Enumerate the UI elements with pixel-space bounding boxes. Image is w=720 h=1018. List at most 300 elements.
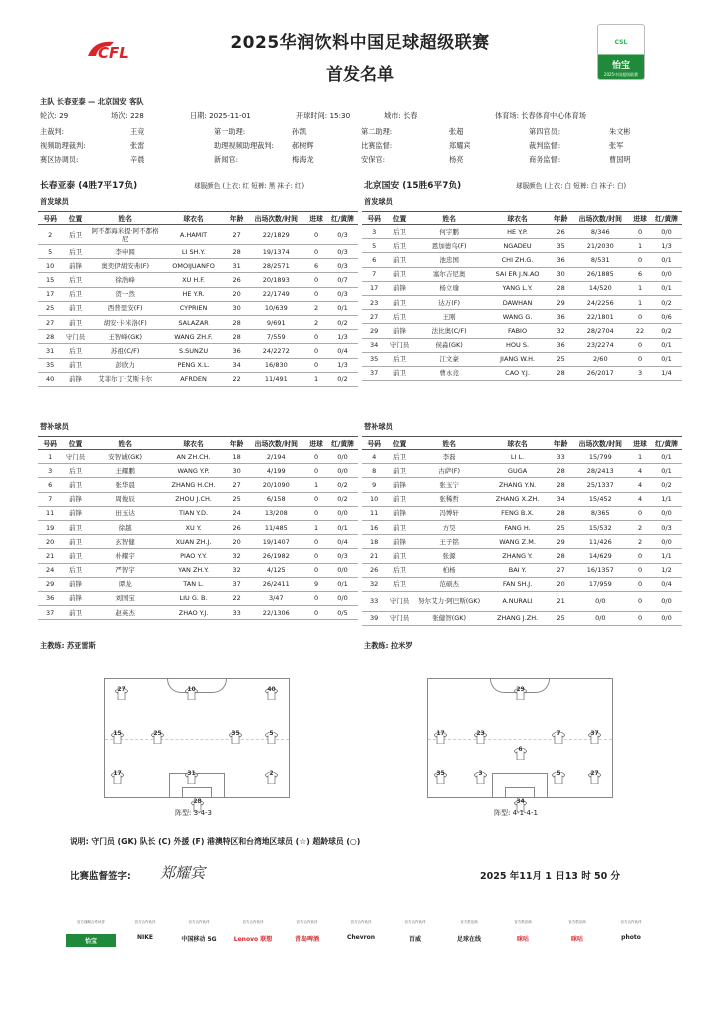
- shirt-number: 2: [269, 770, 274, 777]
- goals: 0: [305, 450, 327, 464]
- sponsor-caption: 官方合作伙伴: [350, 920, 372, 924]
- goals: 1: [629, 450, 651, 464]
- player-age: 30: [550, 267, 572, 281]
- player-name: 何宇鹏: [413, 225, 486, 239]
- sponsor-logo: [120, 920, 170, 966]
- player-number: 37: [362, 366, 386, 380]
- official-name: 杨亮: [449, 155, 464, 164]
- sponsor-logo: [552, 920, 602, 966]
- goals: 0: [305, 492, 327, 506]
- column-header: 年龄: [550, 437, 572, 450]
- appearances: 20/1090: [248, 478, 305, 492]
- appearances: 4/199: [248, 464, 305, 478]
- player-age: 28: [550, 506, 572, 520]
- column-header: 球衣名: [486, 437, 550, 450]
- sponsor-name: 怡宝: [66, 934, 116, 947]
- cards: 0/1: [327, 301, 358, 315]
- player-position: 前锋: [386, 478, 412, 492]
- home-coach-name: 苏亚雷斯: [66, 641, 96, 650]
- appearances: 11/485: [248, 520, 305, 534]
- goals: 0: [305, 464, 327, 478]
- player-age: 32: [226, 549, 248, 563]
- player-number: 17: [38, 287, 62, 301]
- player-name: 古萨(F): [413, 464, 486, 478]
- player-row: [38, 492, 358, 506]
- goals: 2: [629, 535, 651, 549]
- official-name: 梅海龙: [292, 155, 314, 164]
- player-number: 27: [38, 315, 62, 329]
- sponsor-logo: [390, 920, 440, 966]
- cards: 0/4: [327, 535, 358, 549]
- goals: 0: [629, 225, 651, 239]
- shirt-name: NGADEU: [486, 239, 550, 253]
- goals: 0: [305, 245, 327, 259]
- sponsor-logo: [282, 920, 332, 966]
- shirt-number: 3: [478, 770, 483, 777]
- column-header: 位置: [386, 437, 412, 450]
- player-row: [362, 338, 682, 352]
- appearances: 16/830: [248, 358, 305, 372]
- player-age: 28: [550, 281, 572, 295]
- cards: 0/0: [651, 611, 682, 625]
- official-role: 助理视频助理裁判:: [214, 141, 274, 150]
- player-position: 前卫: [62, 478, 88, 492]
- goals: 4: [629, 464, 651, 478]
- player-position: 守门员: [62, 330, 88, 344]
- official-role: 赛区协调员:: [40, 155, 79, 164]
- player-position: 前锋: [62, 591, 88, 605]
- cards: 0/0: [651, 225, 682, 239]
- appearances: 22/1829: [248, 225, 305, 245]
- shirt-number: 6: [518, 746, 523, 753]
- cards: 0/2: [651, 295, 682, 309]
- column-header: 红/黄牌: [327, 437, 358, 450]
- player-row: [38, 591, 358, 605]
- player-position: 后卫: [386, 239, 412, 253]
- player-row: [38, 563, 358, 577]
- player-shirt-icon: [434, 769, 447, 781]
- player-row: [38, 273, 358, 287]
- appearances: 11/491: [248, 372, 305, 386]
- player-age: 31: [226, 259, 248, 273]
- player-name: 达万(F): [413, 295, 486, 309]
- player-shirt-icon: [552, 729, 565, 741]
- csl-logo: [597, 24, 645, 80]
- shirt-number: 34: [516, 798, 525, 805]
- player-position: 前卫: [62, 520, 88, 534]
- shirt-number: 5: [556, 770, 561, 777]
- player-name: 王智峰(GK): [89, 330, 162, 344]
- player-position: 前卫: [386, 464, 412, 478]
- player-row: [362, 506, 682, 520]
- player-age: 25: [550, 352, 572, 366]
- goals: 1: [629, 295, 651, 309]
- player-name: 张健智(GK): [413, 611, 486, 625]
- shirt-name: ZHANG X.ZH.: [486, 492, 550, 506]
- official-name: 张雷: [130, 141, 145, 150]
- player-row: [38, 506, 358, 520]
- sponsor-logo: [66, 920, 116, 966]
- appearances: 28/2571: [248, 259, 305, 273]
- player-row: [362, 281, 682, 295]
- svg-text:CFL: CFL: [98, 44, 129, 62]
- player-position: 前卫: [62, 535, 88, 549]
- player-position: 后卫: [386, 450, 412, 464]
- column-header: 位置: [62, 437, 88, 450]
- player-name: 西普里安(F): [89, 301, 162, 315]
- goals: 0: [629, 591, 651, 611]
- shirt-name: XUAN ZH.J.: [162, 535, 226, 549]
- goals: 0: [305, 344, 327, 358]
- cards: 0/2: [327, 492, 358, 506]
- player-age: 28: [226, 315, 248, 329]
- appearances: 23/2274: [572, 338, 629, 352]
- goals: 0: [305, 273, 327, 287]
- shirt-name: PIAO Y.Y.: [162, 549, 226, 563]
- player-position: 前卫: [62, 301, 88, 315]
- player-number: 5: [38, 245, 62, 259]
- player-name: 努尔艾力·阿巴斯(GK): [413, 591, 486, 611]
- shirt-name: ZHANG Y.N.: [486, 478, 550, 492]
- appearances: 8/531: [572, 253, 629, 267]
- player-name: 柏杨: [413, 563, 486, 577]
- appearances: 2/60: [572, 352, 629, 366]
- player-position: 前卫: [386, 520, 412, 534]
- shirt-name: JIANG W.H.: [486, 352, 550, 366]
- player-shirt-icon: [111, 769, 124, 781]
- player-row: [38, 287, 358, 301]
- appearances: 21/2030: [572, 239, 629, 253]
- home-coach: [40, 641, 96, 651]
- shirt-name: HOU S.: [486, 338, 550, 352]
- goals: 2: [305, 301, 327, 315]
- match-time: 开球时间: 15:30: [296, 111, 351, 120]
- cards: 0/0: [651, 267, 682, 281]
- player-age: 26: [550, 225, 572, 239]
- csl-logo-text: CSL: [614, 39, 628, 46]
- shirt-number: 15: [113, 730, 122, 737]
- player-name: 玄智健: [89, 535, 162, 549]
- player-row: [38, 330, 358, 344]
- cards: 0/1: [327, 577, 358, 591]
- sponsor-logo: [336, 920, 386, 966]
- official-role: 主裁判:: [40, 127, 64, 136]
- player-row: [38, 464, 358, 478]
- player-name: 恩加德乌(F): [413, 239, 486, 253]
- appearances: 22/1749: [248, 287, 305, 301]
- shirt-name: ZHANG Y.: [486, 549, 550, 563]
- goals: 6: [629, 267, 651, 281]
- player-row: [362, 225, 682, 239]
- sponsor-caption: 官方合作伙伴: [242, 920, 264, 924]
- player-position: 后卫: [62, 245, 88, 259]
- player-name: 塞尔吉尼奥: [413, 267, 486, 281]
- player-position: 后卫: [386, 225, 412, 239]
- sponsor-name: 咪咕: [570, 936, 583, 943]
- player-position: 守门员: [386, 591, 412, 611]
- player-number: 21: [38, 549, 62, 563]
- player-number: 29: [38, 577, 62, 591]
- player-age: 36: [550, 338, 572, 352]
- official-name: 朱文彬: [609, 127, 631, 136]
- player-number: 28: [38, 330, 62, 344]
- shirt-name: HE Y.P.: [486, 225, 550, 239]
- column-header: 号码: [38, 212, 62, 225]
- csl-logo-small: 2025中国超级联赛: [603, 72, 639, 77]
- player-age: 34: [226, 358, 248, 372]
- player-row: [362, 549, 682, 563]
- home-starters-table: [38, 211, 358, 387]
- page-title: 2025华润饮料中国足球超级联赛: [230, 33, 490, 53]
- player-position: 后卫: [62, 287, 88, 301]
- player-age: 25: [550, 611, 572, 625]
- player-age: 36: [550, 310, 572, 324]
- player-position: 前卫: [386, 549, 412, 563]
- player-row: [38, 450, 358, 464]
- column-header: 位置: [386, 212, 412, 225]
- appearances: 19/1374: [248, 245, 305, 259]
- goals: 6: [305, 259, 327, 273]
- appearances: 8/365: [572, 506, 629, 520]
- player-row: [38, 549, 358, 563]
- column-header: 号码: [362, 212, 386, 225]
- player-name: 张源: [413, 549, 486, 563]
- player-row: [38, 358, 358, 372]
- goals: 1: [629, 281, 651, 295]
- player-shirt-icon: [588, 769, 601, 781]
- goals: 0: [629, 352, 651, 366]
- sponsor-caption: 官方合作伙伴: [620, 920, 642, 924]
- cards: 0/5: [327, 606, 358, 620]
- shirt-name: ZHANG J.ZH.: [486, 611, 550, 625]
- player-row: [362, 295, 682, 309]
- column-header: 姓名: [413, 212, 486, 225]
- shirt-name: TIAN Y.D.: [162, 506, 226, 520]
- player-age: 34: [550, 492, 572, 506]
- shirt-name: ZHOU J.CH.: [162, 492, 226, 506]
- player-position: 前卫: [62, 315, 88, 329]
- cards: 1/1: [651, 492, 682, 506]
- sponsor-name: Chevron: [346, 934, 375, 941]
- shirt-name: WANG ZH.F.: [162, 330, 226, 344]
- player-position: 后卫: [62, 273, 88, 287]
- away-formation-label: 阵型: 4-1-4-1: [494, 809, 538, 817]
- sponsor-logo: [498, 920, 548, 966]
- appearances: 22/1306: [248, 606, 305, 620]
- player-number: 20: [38, 535, 62, 549]
- player-row: [38, 577, 358, 591]
- shirt-name: FENG B.X.: [486, 506, 550, 520]
- shirt-name: CAO Y.J.: [486, 366, 550, 380]
- sponsor-caption: 官方合作伙伴: [404, 920, 426, 924]
- goals: 0: [305, 549, 327, 563]
- player-age: 28: [226, 330, 248, 344]
- player-row: [362, 324, 682, 338]
- player-number: 6: [38, 478, 62, 492]
- shirt-name: ZHANG H.CH.: [162, 478, 226, 492]
- player-position: 后卫: [386, 310, 412, 324]
- player-position: 前卫: [62, 549, 88, 563]
- shirt-number: 7: [556, 730, 561, 737]
- player-number: 11: [38, 506, 62, 520]
- player-number: 21: [362, 549, 386, 563]
- sponsor-name: 青岛啤酒: [294, 936, 319, 943]
- shirt-name: TAN L.: [162, 577, 226, 591]
- player-position: 守门员: [62, 450, 88, 464]
- away-formation-pitch: [427, 678, 613, 805]
- player-name: 艾菲尔丁·艾斯卡尔: [89, 372, 162, 386]
- player-number: 3: [362, 225, 386, 239]
- appearances: 10/639: [248, 301, 305, 315]
- player-name: 胡安·卡米洛(F): [89, 315, 162, 329]
- player-number: 31: [38, 344, 62, 358]
- player-age: 27: [226, 225, 248, 245]
- cards: 1/4: [651, 366, 682, 380]
- player-name: 安智诚(GK): [89, 450, 162, 464]
- player-row: [362, 563, 682, 577]
- away-kit-colors: 球服颜色 (上衣: 白 短裤: 白 袜子: 白): [516, 182, 627, 190]
- player-number: 35: [362, 352, 386, 366]
- sponsor-caption: 官方合作伙伴: [296, 920, 318, 924]
- cards: 0/2: [651, 478, 682, 492]
- goals: 0: [305, 506, 327, 520]
- appearances: 24/2256: [572, 295, 629, 309]
- away-coach-label: 主教练:: [364, 641, 389, 650]
- shirt-name: FABIO: [486, 324, 550, 338]
- player-name: 范硕杰: [413, 577, 486, 591]
- column-header: 年龄: [226, 212, 248, 225]
- cards: 0/0: [651, 535, 682, 549]
- player-number: 18: [362, 535, 386, 549]
- player-number: 8: [362, 464, 386, 478]
- player-age: 20: [226, 535, 248, 549]
- official-role: 视频助理裁判:: [40, 141, 86, 150]
- official-name: 王竞: [130, 127, 145, 136]
- cards: 0/4: [651, 577, 682, 591]
- player-name: 王耀鹏: [89, 464, 162, 478]
- goals: 0: [629, 577, 651, 591]
- player-position: 前锋: [62, 492, 88, 506]
- shirt-number: 37: [590, 730, 599, 737]
- player-age: 25: [226, 492, 248, 506]
- player-number: 17: [362, 281, 386, 295]
- sponsor-caption: 官方合作伙伴: [188, 920, 210, 924]
- player-shirt-icon: [588, 729, 601, 741]
- player-name: 徐浩峰: [89, 273, 162, 287]
- goals: 2: [305, 315, 327, 329]
- appearances: 15/799: [572, 450, 629, 464]
- player-age: 26: [226, 520, 248, 534]
- player-shirt-icon: [229, 729, 242, 741]
- match-date: 日期: 2025-11-01: [190, 111, 251, 120]
- sponsor-logo: [228, 920, 278, 966]
- sponsor-name: 百威: [408, 936, 421, 943]
- shirt-number: 29: [516, 686, 525, 693]
- player-age: 28: [550, 549, 572, 563]
- cards: 0/0: [327, 506, 358, 520]
- player-number: 23: [362, 295, 386, 309]
- player-position: 守门员: [386, 611, 412, 625]
- player-row: [362, 577, 682, 591]
- official-role: 第四官员:: [529, 127, 561, 136]
- shirt-name: WANG Y.P.: [162, 464, 226, 478]
- player-row: [362, 366, 682, 380]
- shirt-name: AN ZH.CH.: [162, 450, 226, 464]
- player-age: 37: [226, 577, 248, 591]
- player-age: 24: [226, 506, 248, 520]
- player-number: 35: [38, 358, 62, 372]
- sponsor-name: NIKE: [136, 934, 153, 941]
- player-name: 严智宇: [89, 563, 162, 577]
- shirt-name: DAWHAN: [486, 295, 550, 309]
- column-header: 年龄: [226, 437, 248, 450]
- match-round: 轮次: 29: [40, 111, 69, 120]
- goals: 0: [629, 253, 651, 267]
- away-coach: [364, 641, 413, 651]
- column-header: 姓名: [89, 212, 162, 225]
- player-number: 7: [38, 492, 62, 506]
- goals: 0: [305, 225, 327, 245]
- official-name: 辛晨: [130, 155, 145, 164]
- player-number: 10: [38, 259, 62, 273]
- player-position: 守门员: [386, 338, 412, 352]
- signature: 郑耀宾: [160, 864, 206, 882]
- sign-label: 比赛监督签字:: [70, 871, 131, 882]
- player-number: 15: [38, 273, 62, 287]
- official-role: 安保官:: [361, 155, 385, 164]
- player-number: 34: [362, 338, 386, 352]
- player-number: 5: [362, 239, 386, 253]
- player-name: 张稀哲: [413, 492, 486, 506]
- player-position: 前卫: [386, 295, 412, 309]
- sponsor-name: 足球在线: [456, 936, 481, 943]
- player-name: 江文豪: [413, 352, 486, 366]
- player-row: [38, 245, 358, 259]
- shirt-name: ZHAO Y.J.: [162, 606, 226, 620]
- page-subtitle: 首发名单: [326, 65, 394, 85]
- shirt-name: AFRDEN: [162, 372, 226, 386]
- player-position: 后卫: [386, 352, 412, 366]
- player-shirt-icon: [265, 729, 278, 741]
- appearances: 15/532: [572, 520, 629, 534]
- goals: 1: [629, 239, 651, 253]
- shirt-number: 10: [187, 686, 196, 693]
- player-age: 22: [226, 591, 248, 605]
- player-name: 彭欣力: [89, 358, 162, 372]
- player-name: 阿不都海米提·阿不都格尼: [89, 225, 162, 245]
- goals: 0: [305, 358, 327, 372]
- appearances: 4/125: [248, 563, 305, 577]
- appearances: 8/346: [572, 225, 629, 239]
- shirt-number: 27: [590, 770, 599, 777]
- shirt-name: OMOIJUANFO: [162, 259, 226, 273]
- shirt-name: CYPRIEN: [162, 301, 226, 315]
- appearances: 20/1893: [248, 273, 305, 287]
- player-age: 27: [550, 563, 572, 577]
- shirt-name: XU H.F.: [162, 273, 226, 287]
- player-position: 前锋: [62, 372, 88, 386]
- cards: 1/3: [327, 330, 358, 344]
- appearances: 7/559: [248, 330, 305, 344]
- player-position: 后卫: [62, 464, 88, 478]
- official-name: 张军: [609, 141, 624, 150]
- player-position: 后卫: [62, 563, 88, 577]
- cards: 0/2: [327, 315, 358, 329]
- player-age: 36: [226, 344, 248, 358]
- cards: 0/0: [651, 591, 682, 611]
- player-position: 后卫: [62, 344, 88, 358]
- shirt-number: 40: [267, 686, 276, 693]
